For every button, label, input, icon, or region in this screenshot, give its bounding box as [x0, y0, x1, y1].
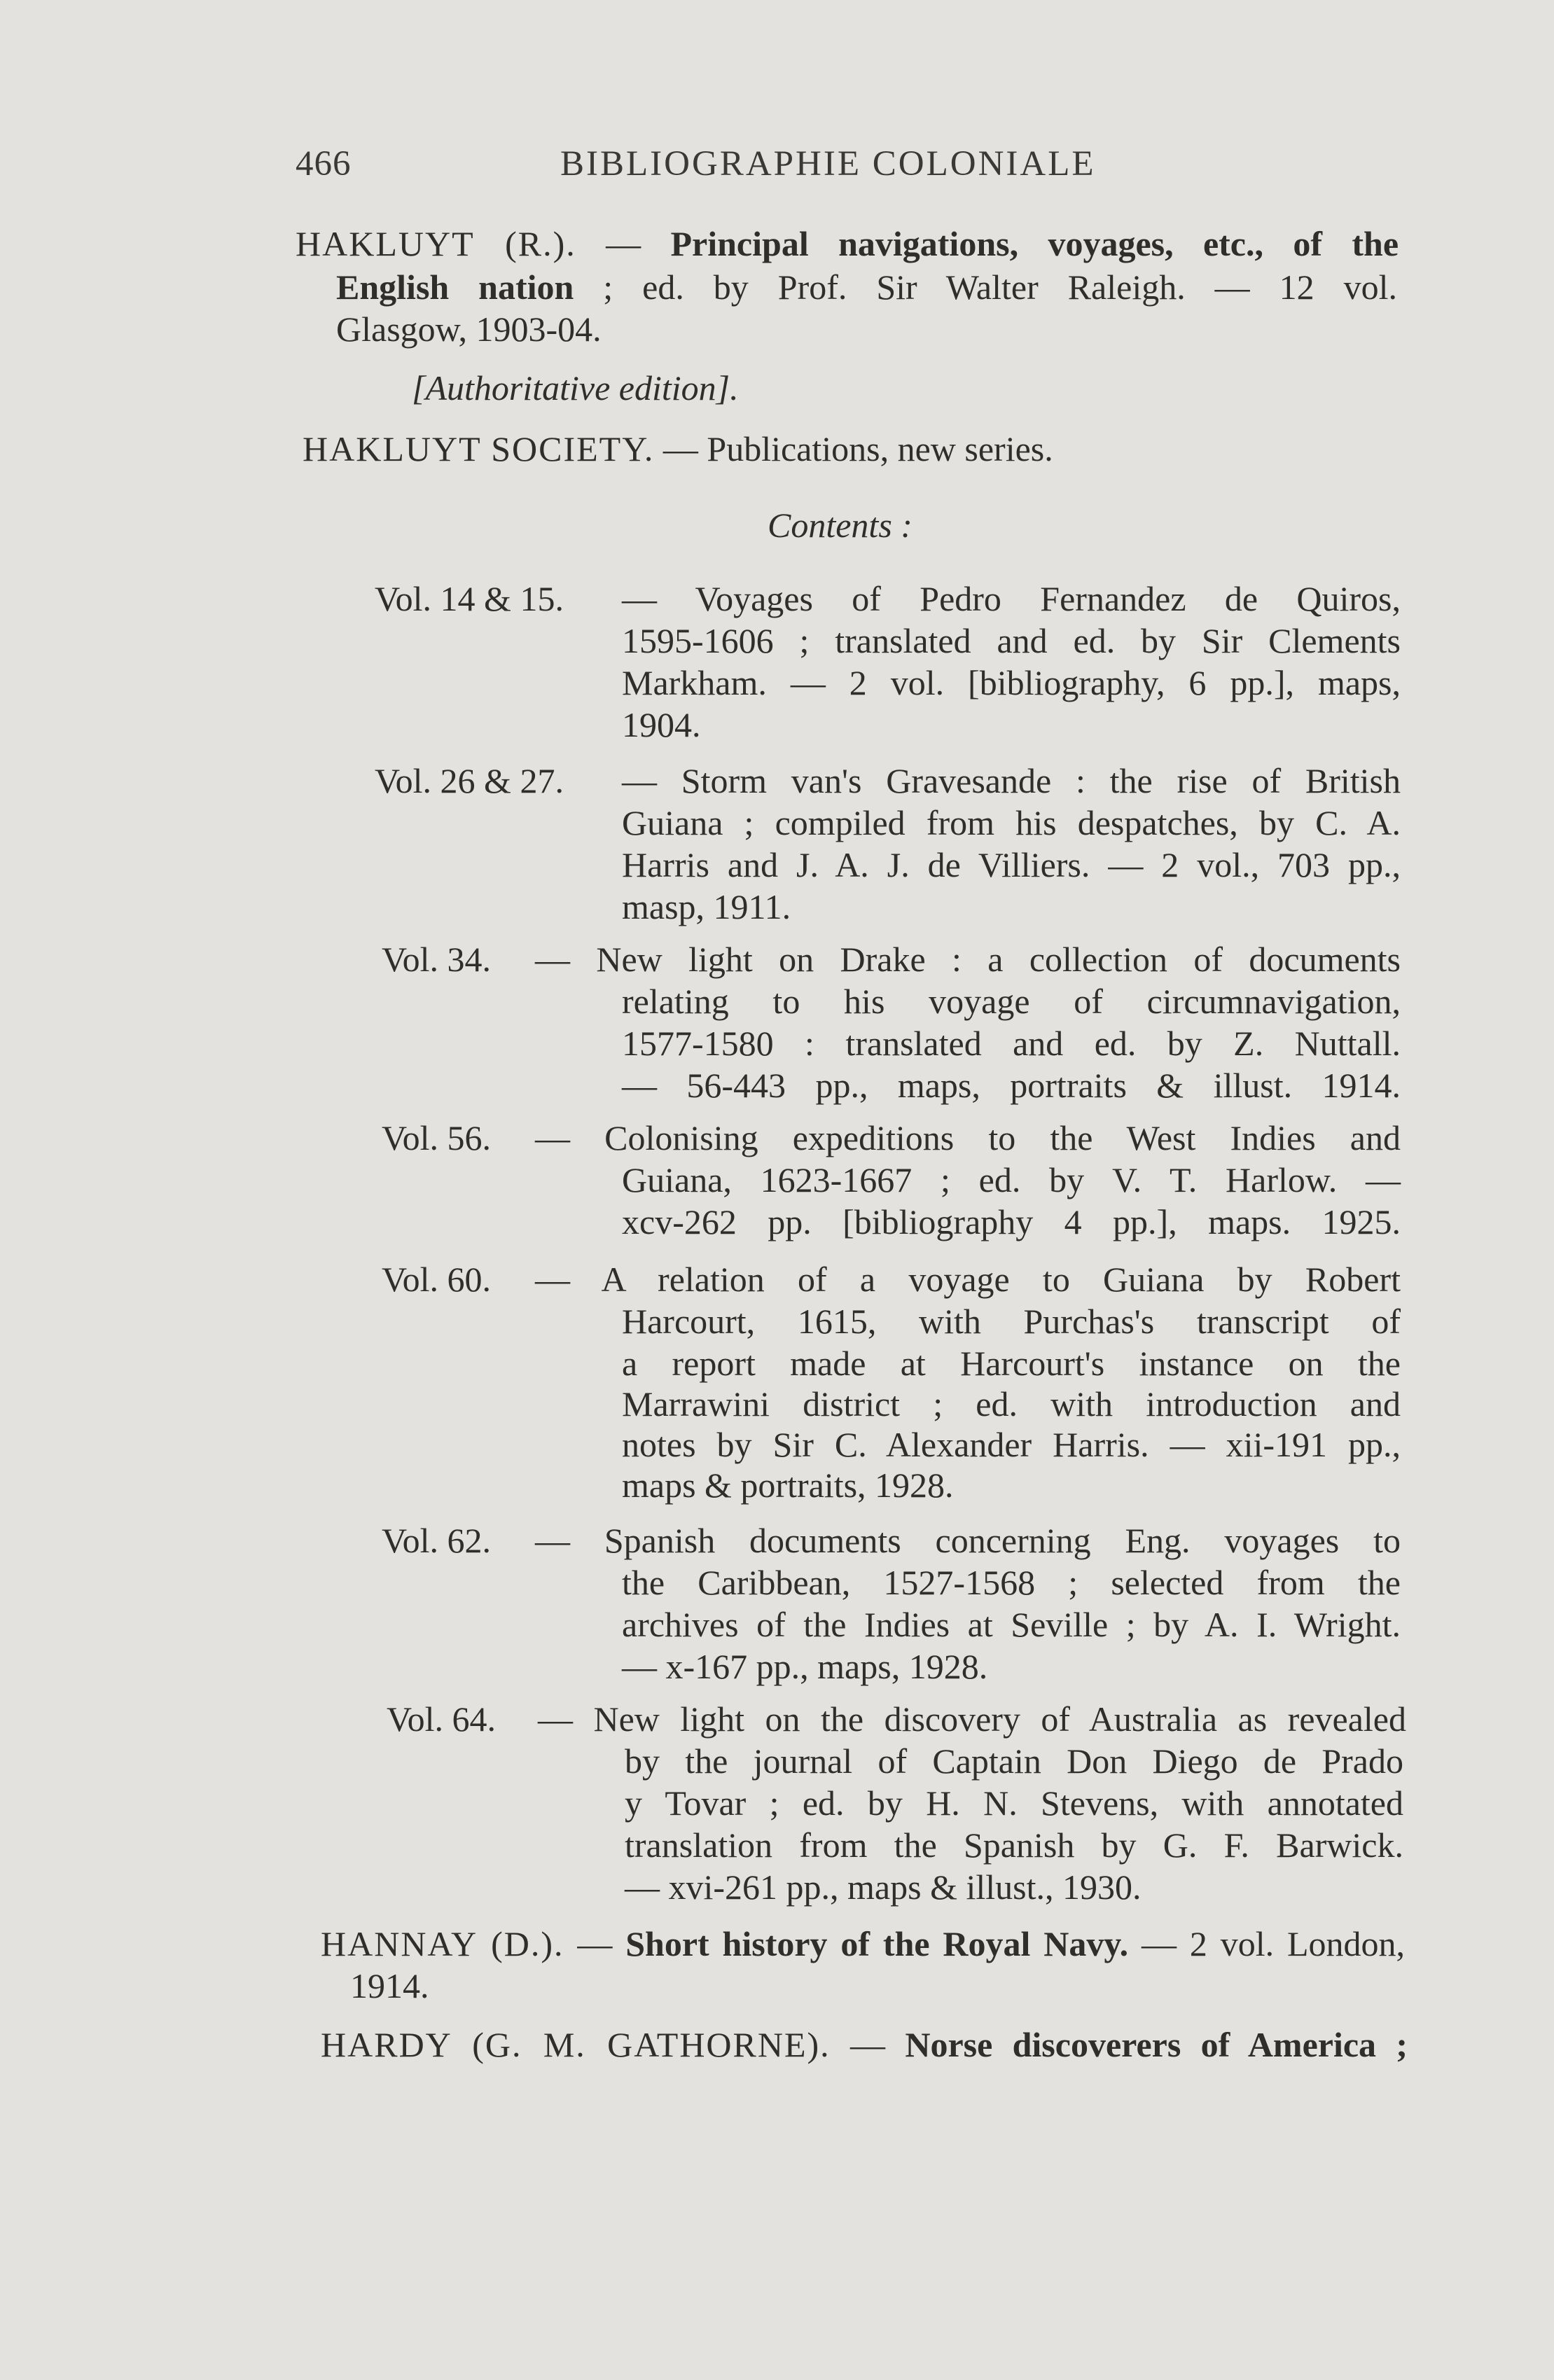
volume-label: Vol. 60. — [382, 1260, 492, 1299]
volume-label: Vol. 56. — [382, 1118, 492, 1157]
volume-label: Vol. 62. — [382, 1521, 492, 1560]
entry-title: Short history of the Royal Navy. — [625, 1924, 1129, 1963]
contents-label: Contents : — [768, 506, 913, 545]
volume-label: Vol. 26 & 27. — [375, 761, 564, 800]
entry-line: Glasgow, 1903-04. — [336, 309, 602, 349]
volume-line: relating to his voyage of circumnavigation, — [622, 982, 1401, 1021]
volume-label: Vol. 64. — [387, 1699, 497, 1739]
entry-line — [336, 266, 1397, 308]
volume-line: 1904. — [622, 705, 701, 744]
volume-line: — 56-443 pp., maps, portraits & illust. 1914. — [622, 1066, 1401, 1105]
entry-line — [321, 2024, 1408, 2066]
entry-line — [296, 223, 1399, 265]
volume-line: — New light on Drake : a collection of documents — [535, 940, 1401, 979]
entry-dash: — — [606, 224, 641, 263]
volume-line: — A relation of a voyage to Guiana by Robert — [535, 1260, 1401, 1299]
page-number: 466 — [296, 144, 352, 183]
volume-line: translation from the Spanish by G. F. Barwick. — [625, 1825, 1403, 1865]
volume-line: archives of the Indies at Seville ; by A. I. Wright. — [622, 1605, 1401, 1644]
running-title: BIBLIOGRAPHIE COLONIALE — [560, 144, 1096, 183]
entry-title: Norse discoverers of America ; — [905, 2025, 1408, 2064]
volume-line: — x-167 pp., maps, 1928. — [622, 1647, 988, 1686]
volume-line: notes by Sir C. Alexander Harris. — xii-191 pp., — [622, 1425, 1401, 1464]
volume-line: xcv-262 pp. [bibliography 4 pp.], maps. 1925. — [622, 1202, 1401, 1241]
volume-line: Markham. — 2 vol. [bibliography, 6 pp.], maps, — [622, 663, 1401, 702]
volume-line: — Spanish documents concerning Eng. voyages to — [535, 1521, 1401, 1560]
volume-line: Guiana, 1623-1667 ; ed. by V. T. Harlow. — — [622, 1160, 1401, 1199]
entry-author: HARDY (G. M. GATHORNE). — [321, 2025, 831, 2064]
entry-line — [321, 1923, 1405, 1965]
entry-details: ; ed. by Prof. Sir Walter Raleigh. — 12 vol. — [603, 267, 1397, 307]
volume-line: Harcourt, 1615, with Purchas's transcript of — [622, 1302, 1401, 1341]
entry-details: — Publications, new series. — [662, 429, 1053, 468]
volume-line: masp, 1911. — [622, 887, 791, 926]
entry-note: [Authoritative edition]. — [412, 368, 739, 408]
entry-title: Principal navigations, voyages, etc., of the — [670, 224, 1399, 263]
entry-author: HANNAY (D.). — [321, 1924, 564, 1963]
volume-line: Marrawini district ; ed. with introduction and — [622, 1384, 1401, 1424]
entry-author: HAKLUYT SOCIETY. — [303, 429, 655, 468]
volume-line: — xvi-261 pp., maps & illust., 1930. — [625, 1867, 1142, 1907]
volume-label: Vol. 14 & 15. — [375, 579, 564, 618]
entry-details: — 2 vol. London, — [1142, 1924, 1406, 1963]
volume-line: a report made at Harcourt's instance on the — [622, 1344, 1401, 1383]
volume-line: the Caribbean, 1527-1568 ; selected from the — [622, 1563, 1401, 1602]
volume-line: Harris and J. A. J. de Villiers. — 2 vol., 703 pp., — [622, 845, 1401, 884]
volume-line: — Storm van's Gravesande : the rise of British — [622, 761, 1401, 800]
volume-line: — Voyages of Pedro Fernandez de Quiros, — [622, 579, 1401, 618]
entry-title-cont: English nation — [336, 267, 574, 307]
volume-line: y Tovar ; ed. by H. N. Stevens, with annotated — [625, 1783, 1403, 1823]
volume-label: Vol. 34. — [382, 940, 492, 979]
entry-line — [303, 428, 1053, 470]
volume-line: — Colonising expeditions to the West Indies and — [535, 1118, 1401, 1157]
volume-line: 1595-1606 ; translated and ed. by Sir Clements — [622, 621, 1401, 660]
volume-line: 1577-1580 : translated and ed. by Z. Nuttall. — [622, 1024, 1401, 1063]
entry-author: HAKLUYT (R.). — [296, 224, 576, 263]
volume-line: maps & portraits, 1928. — [622, 1466, 954, 1505]
entry-dash: — — [850, 2025, 886, 2064]
volume-line: Guiana ; compiled from his despatches, by C. A. — [622, 803, 1401, 842]
entry-dash: — — [577, 1924, 613, 1963]
entry-line: 1914. — [350, 1966, 429, 2005]
volume-line: by the journal of Captain Don Diego de Prado — [625, 1741, 1403, 1781]
volume-line: — New light on the discovery of Australia as revealed — [538, 1699, 1406, 1739]
